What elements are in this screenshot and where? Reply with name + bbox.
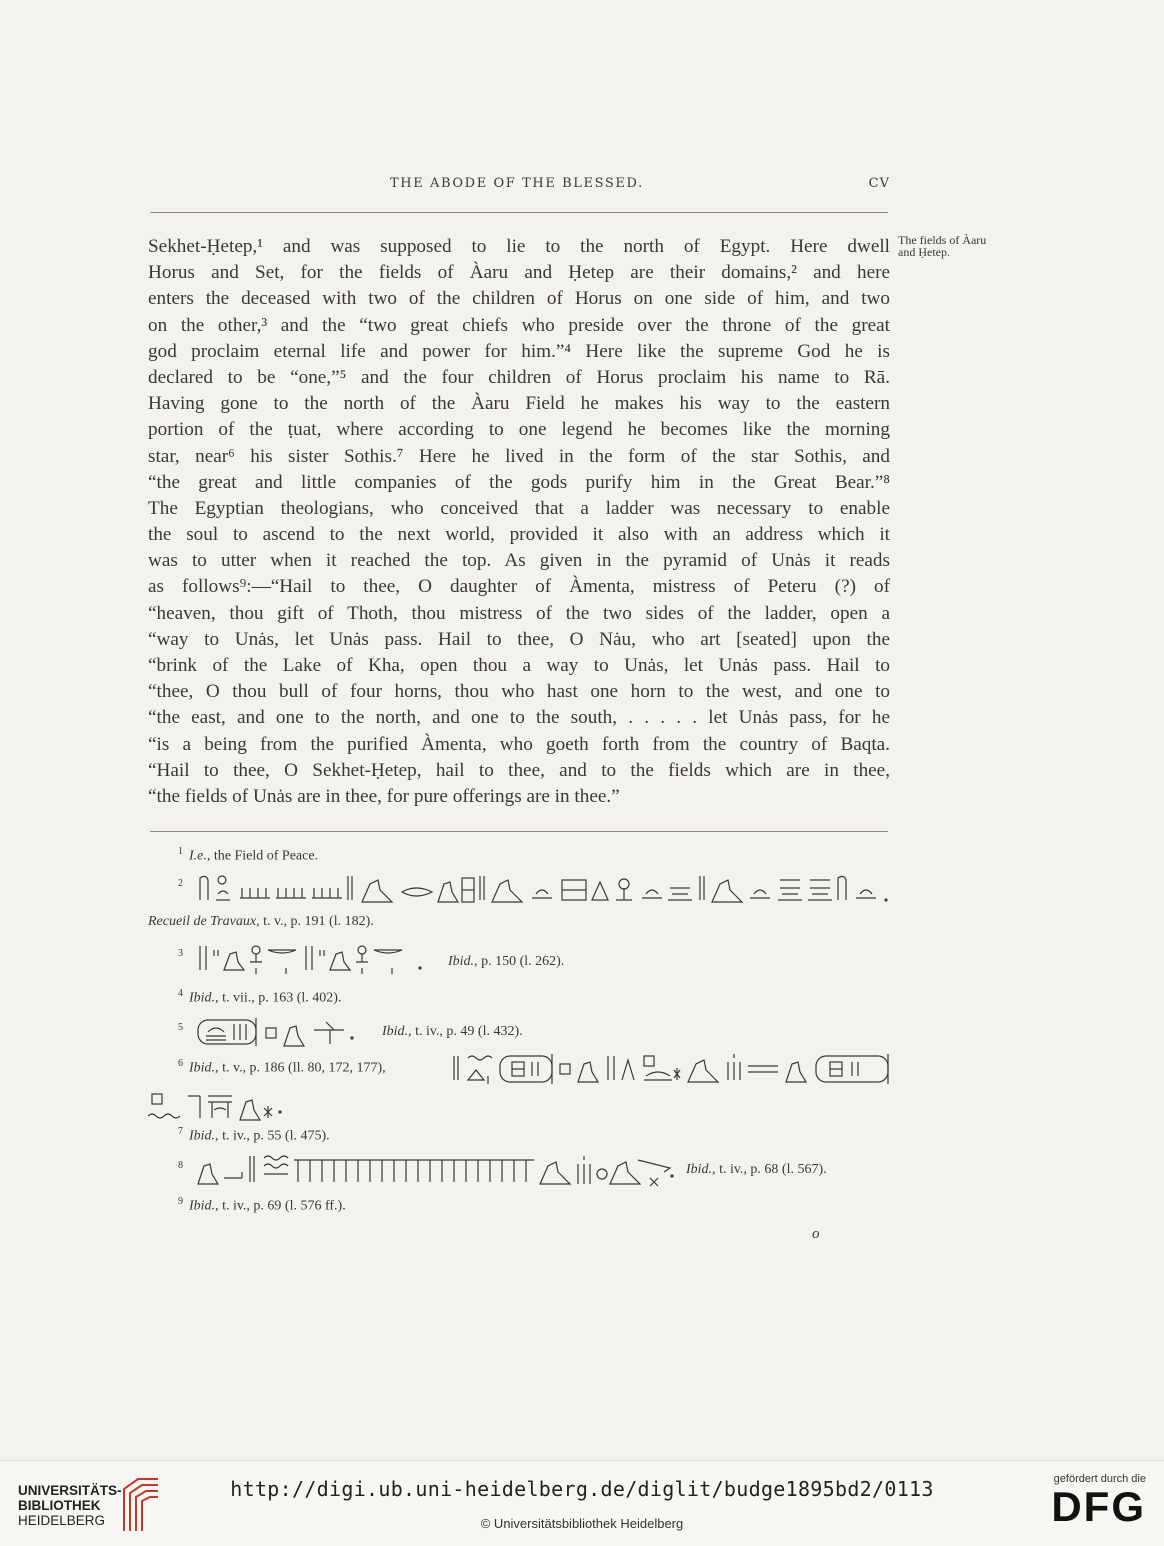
body-line: on the other,³ and the “two great chiefs who preside over the throne of the great — [148, 314, 890, 336]
body-line: Sekhet-Ḥetep,¹ and was supposed to lie to the north of Egypt. Here dwell — [148, 236, 890, 257]
footnote-6 — [178, 1058, 386, 1077]
library-name-line: HEIDELBERG — [18, 1513, 106, 1528]
body-line: declared to be “one,”⁵ and the four children of Horus proclaim his name to Rā. — [148, 366, 890, 388]
footnote-9 — [178, 1196, 346, 1215]
funder-note: gefördert durch die — [1053, 1473, 1146, 1485]
footnote-7 — [178, 1126, 330, 1145]
footnote-number: 9 — [178, 1196, 183, 1207]
hieroglyph-line-6a — [448, 1050, 896, 1084]
body-line: Horus and Set, for the fields of Àaru and Ḥetep are their domains,² and here — [148, 262, 890, 284]
body-line: “way to Unȧs, let Unȧs pass. Hail to thee, O Nȧu, who art [seated] upon the — [148, 628, 890, 650]
body-line: “the great and little companies of the gods purify him in the Great Bear.”⁸ — [148, 471, 890, 493]
footnote-1 — [178, 846, 318, 865]
hieroglyph-line-5 — [194, 1014, 364, 1048]
page-number: CV — [868, 176, 890, 191]
footnote-ref: Ibid., — [382, 1024, 412, 1039]
body-line: enters the deceased with two of the children of Horus on one side of him, and two — [148, 288, 890, 310]
funder-logo[interactable] — [1026, 1473, 1146, 1529]
marginal-note-line: and Ḥetep. — [898, 245, 950, 259]
footnote-ref: Ibid., — [448, 954, 478, 969]
hieroglyph-line-2 — [196, 870, 896, 904]
body-line: “the fields of Unȧs are in thee, for pure offerings are in thee.” — [148, 785, 620, 807]
marginal-note-line: The fields of Àaru — [898, 233, 987, 247]
footnote-2-reference — [148, 914, 374, 930]
footnote-text: t. v., p. 191 (l. 182). — [263, 914, 374, 929]
header-rule — [150, 212, 888, 213]
body-line: “the east, and one to the north, and one to the south, . . . . . let Unȧs pass, for he — [148, 707, 890, 729]
footnote-text: t. iv., p. 69 (l. 576 ff.). — [222, 1198, 346, 1214]
footnote-4 — [178, 988, 341, 1007]
footnote-3-number — [178, 948, 189, 967]
footnote-text: t. vii., p. 163 (l. 402). — [222, 990, 342, 1006]
footnote-text: t. v., p. 186 (ll. 80, 172, 177), — [222, 1060, 386, 1076]
footnote-text: p. 150 (l. 262). — [481, 954, 565, 969]
body-line: was to utter when it reached the top. As given in the pyramid of Unȧs it reads — [148, 550, 890, 572]
dfg-logo: DFG — [1051, 1483, 1146, 1530]
body-line: god proclaim eternal life and power for him.”⁴ Here like the supreme God he is — [148, 340, 890, 362]
footnote-text: t. iv., p. 49 (l. 432). — [415, 1024, 523, 1039]
body-line: the soul to ascend to the next world, provided it also with an address which it — [148, 524, 890, 546]
footnote-ref: Ibid., — [189, 990, 219, 1006]
running-head — [150, 176, 890, 196]
footnote-number: 6 — [178, 1058, 183, 1069]
footnote-text: the Field of Peace. — [213, 848, 319, 864]
footnote-ref: Recueil de Travaux, — [148, 914, 260, 929]
footnote-number: 1 — [178, 846, 183, 857]
footnote-8-number — [178, 1160, 189, 1179]
permalink-url[interactable]: http://digi.ub.uni-heidelberg.de/diglit/budge1895bd2/0113 — [230, 1477, 934, 1501]
body-line: “is a being from the purified Àmenta, who goeth forth from the country of Baqta. — [148, 733, 890, 755]
footnote-ref: Ibid., — [189, 1128, 219, 1144]
footnote-number: 5 — [178, 1022, 183, 1033]
marginal-note — [898, 234, 1038, 258]
hieroglyph-line-8 — [194, 1150, 674, 1184]
footnote-number: 3 — [178, 948, 183, 959]
library-name-line: BIBLIOTHEK — [18, 1498, 101, 1513]
footnote-5 — [382, 1024, 523, 1040]
footnote-ref: Ibid., — [189, 1060, 219, 1076]
hieroglyph-line-6b — [148, 1088, 308, 1122]
signature-mark: o — [812, 1226, 820, 1242]
footnote-3 — [448, 954, 564, 970]
footnote-rule — [150, 831, 888, 832]
body-line: Having gone to the north of the Àaru Field he makes his way to the eastern — [148, 393, 890, 415]
footnote-2-number — [178, 878, 189, 897]
body-line: “heaven, thou gift of Thoth, thou mistress of the two sides of the ladder, open a — [148, 602, 890, 624]
running-head-title: THE ABODE OF THE BLESSED. — [390, 176, 644, 191]
footnote-text: t. iv., p. 55 (l. 475). — [222, 1128, 330, 1144]
body-line: The Egyptian theologians, who conceived that a ladder was necessary to enable — [148, 497, 890, 519]
body-line: portion of the ṭuat, where according to one legend he becomes like the morning — [148, 419, 890, 441]
footnote-ref: Ibid., — [189, 1198, 219, 1214]
footnote-number: 7 — [178, 1126, 183, 1137]
body-text — [148, 234, 890, 810]
footnote-8 — [686, 1162, 827, 1178]
footnote-5-number — [178, 1022, 189, 1041]
body-line: “brink of the Lake of Kha, open thou a way to Unȧs, let Unȧs pass. Hail to — [148, 655, 890, 676]
footnote-number: 4 — [178, 988, 183, 999]
footnote-number: 2 — [178, 878, 183, 889]
library-name-line: UNIVERSITÄTS- — [18, 1483, 122, 1498]
body-line: as follows⁹:—“Hail to thee, O daughter of Àmenta, mistress of Peteru (?) of — [148, 576, 890, 598]
body-line: “Hail to thee, O Sekhet-Ḥetep, hail to thee, and to the fields which are in thee, — [148, 759, 890, 781]
viewer-footer — [0, 1460, 1164, 1546]
body-line: star, near⁶ his sister Sothis.⁷ Here he lived in the form of the star Sothis, and — [148, 445, 890, 467]
footnote-ref: Ibid., — [686, 1162, 716, 1177]
body-line: “thee, O thou bull of four horns, thou who hast one horn to the west, and one to — [148, 681, 890, 703]
footnote-text: t. iv., p. 68 (l. 567). — [719, 1162, 827, 1177]
hieroglyph-line-3 — [196, 940, 426, 974]
footnote-ref: I.e., — [189, 848, 211, 864]
copyright-notice: © Universitätsbibliothek Heidelberg — [480, 1516, 684, 1531]
footnote-number: 8 — [178, 1160, 183, 1171]
